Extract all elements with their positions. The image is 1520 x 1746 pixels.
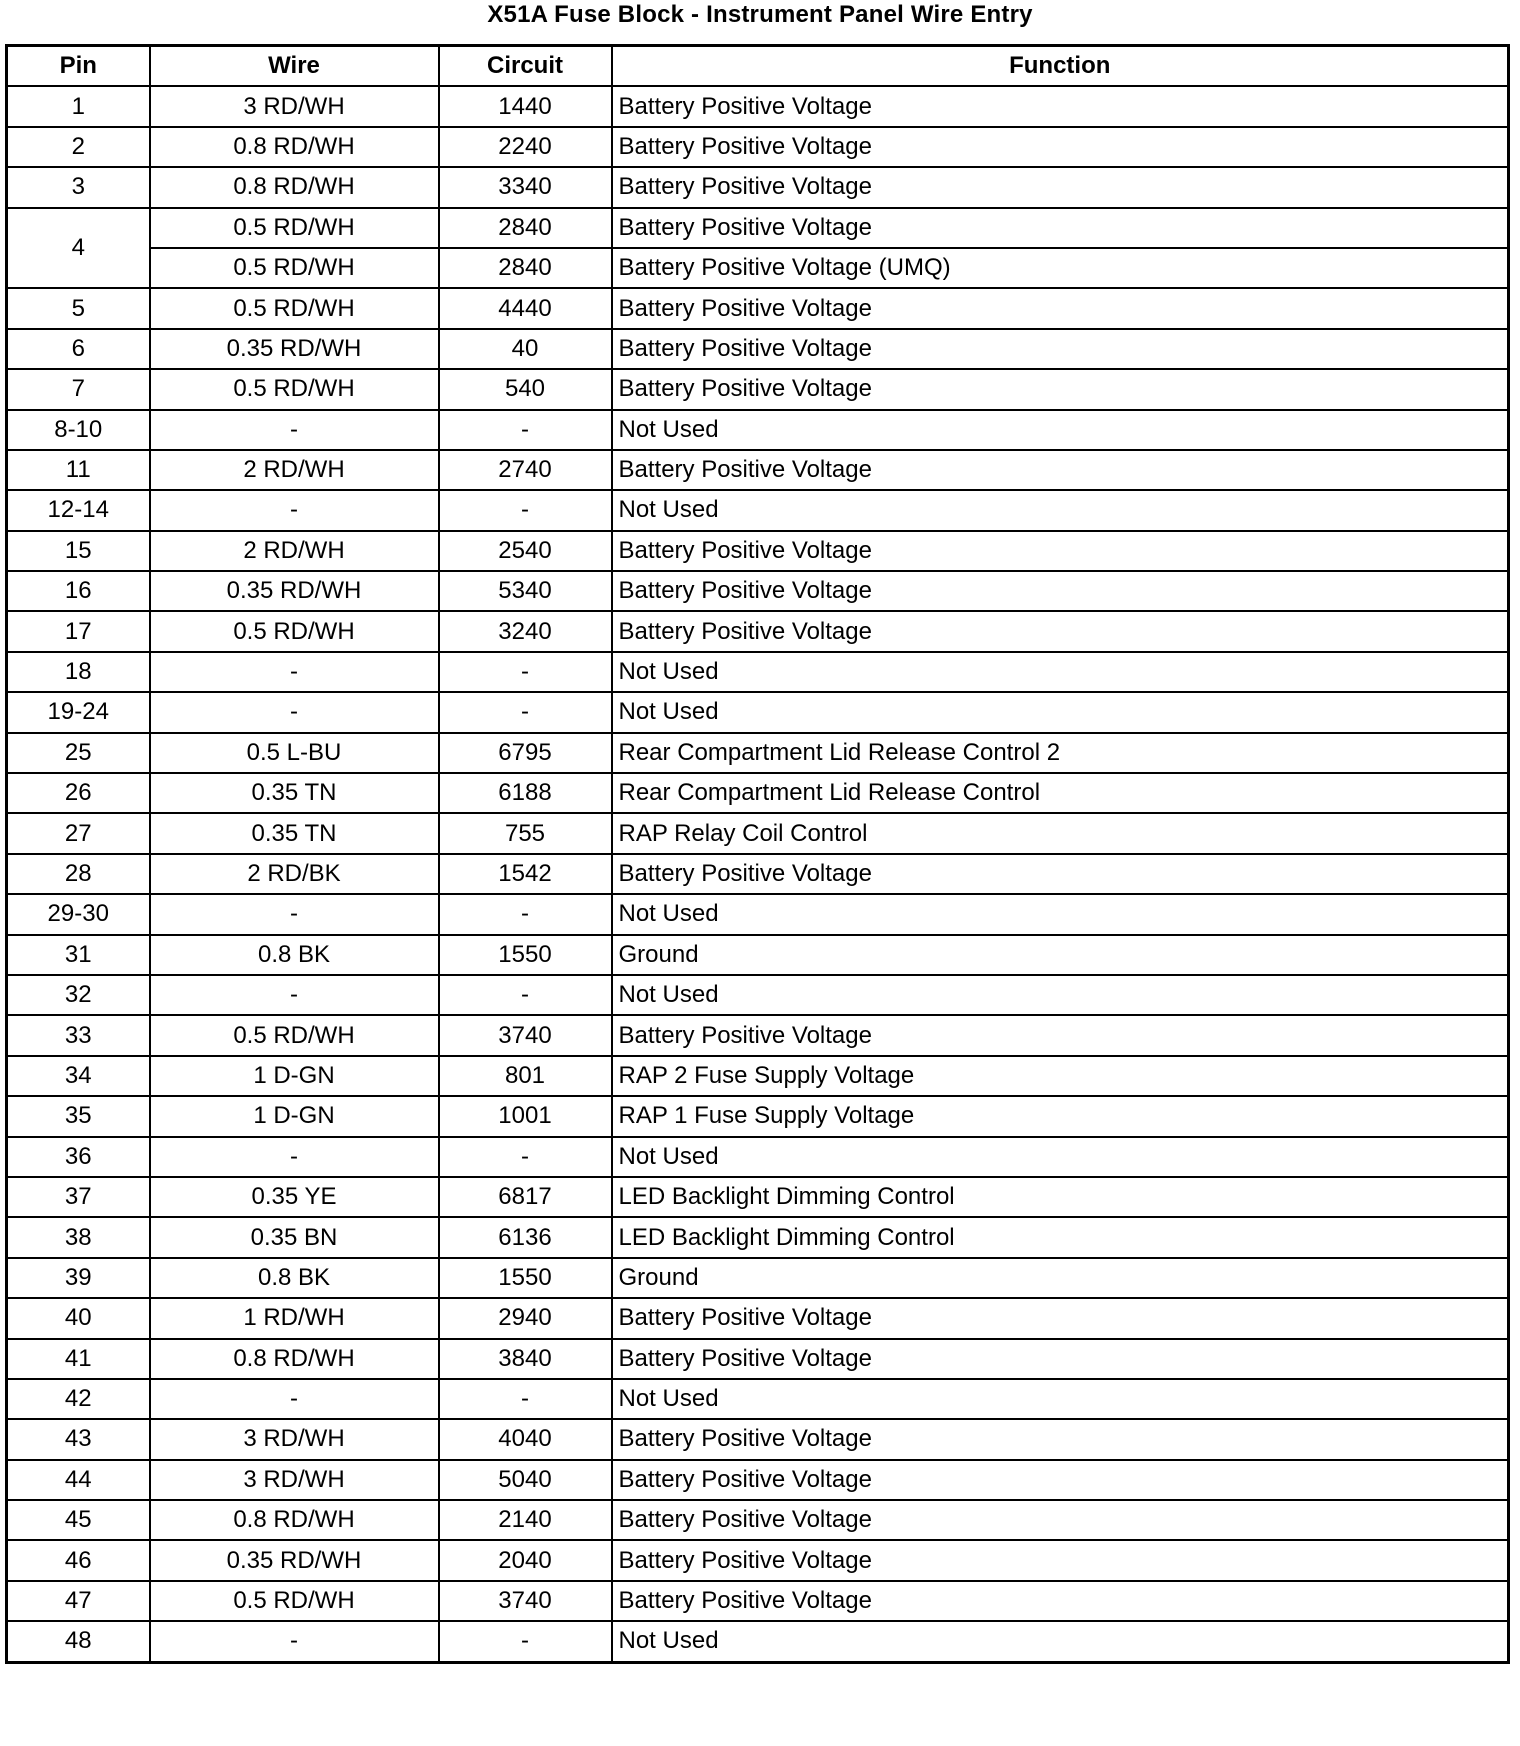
wire-cell: 3 RD/WH — [150, 86, 439, 126]
function-cell: Battery Positive Voltage — [612, 127, 1509, 167]
table-row — [7, 813, 1509, 853]
wire-cell: 0.35 YE — [150, 1177, 439, 1217]
circuit-cell: 2840 — [439, 248, 612, 288]
pin-cell: 43 — [7, 1419, 150, 1459]
table-row — [7, 1056, 1509, 1096]
pin-cell: 36 — [7, 1137, 150, 1177]
pin-cell: 7 — [7, 369, 150, 409]
table-row — [7, 86, 1509, 126]
pin-cell: 38 — [7, 1217, 150, 1257]
wire-cell: 2 RD/WH — [150, 450, 439, 490]
circuit-cell: 801 — [439, 1056, 612, 1096]
wire-cell: 0.8 RD/WH — [150, 1339, 439, 1379]
circuit-cell: - — [439, 410, 612, 450]
pin-cell: 29-30 — [7, 894, 150, 934]
function-cell: Not Used — [612, 1621, 1509, 1662]
circuit-cell: 2040 — [439, 1540, 612, 1580]
table-row — [7, 490, 1509, 530]
function-cell: Not Used — [612, 410, 1509, 450]
pin-cell: 11 — [7, 450, 150, 490]
table-row — [7, 1015, 1509, 1055]
wire-cell: 0.5 RD/WH — [150, 288, 439, 328]
pin-cell: 47 — [7, 1581, 150, 1621]
pin-cell: 35 — [7, 1096, 150, 1136]
table-row — [7, 1419, 1509, 1459]
function-cell: LED Backlight Dimming Control — [612, 1217, 1509, 1257]
wire-cell: 1 D-GN — [150, 1056, 439, 1096]
wire-cell: - — [150, 692, 439, 732]
wire-cell: 3 RD/WH — [150, 1419, 439, 1459]
table-row — [7, 450, 1509, 490]
function-cell: RAP 1 Fuse Supply Voltage — [612, 1096, 1509, 1136]
circuit-cell: - — [439, 692, 612, 732]
table-row — [7, 329, 1509, 369]
circuit-cell: 2240 — [439, 127, 612, 167]
pin-cell: 3 — [7, 167, 150, 207]
function-cell: Not Used — [612, 1379, 1509, 1419]
table-row — [7, 854, 1509, 894]
wire-cell: 0.8 BK — [150, 935, 439, 975]
circuit-cell: 40 — [439, 329, 612, 369]
wire-cell: - — [150, 1137, 439, 1177]
function-cell: Battery Positive Voltage — [612, 611, 1509, 651]
table-row — [7, 1217, 1509, 1257]
wire-cell: - — [150, 490, 439, 530]
wire-cell: 0.5 RD/WH — [150, 369, 439, 409]
function-cell: Not Used — [612, 1137, 1509, 1177]
function-cell: Battery Positive Voltage — [612, 288, 1509, 328]
circuit-cell: - — [439, 975, 612, 1015]
pinout-rows — [7, 86, 1509, 1662]
pin-cell: 41 — [7, 1339, 150, 1379]
circuit-cell: - — [439, 1137, 612, 1177]
wire-cell: 0.8 BK — [150, 1258, 439, 1298]
function-cell: Battery Positive Voltage — [612, 329, 1509, 369]
table-row — [7, 935, 1509, 975]
table-row — [7, 208, 1509, 248]
function-cell: Not Used — [612, 692, 1509, 732]
circuit-cell: 2740 — [439, 450, 612, 490]
pin-cell: 19-24 — [7, 692, 150, 732]
table-row — [7, 1500, 1509, 1540]
circuit-cell: 2540 — [439, 531, 612, 571]
function-cell: Battery Positive Voltage — [612, 86, 1509, 126]
circuit-cell: 3840 — [439, 1339, 612, 1379]
table-row — [7, 248, 1509, 288]
wire-cell: 1 RD/WH — [150, 1298, 439, 1338]
table-row — [7, 975, 1509, 1015]
function-cell: LED Backlight Dimming Control — [612, 1177, 1509, 1217]
function-cell: Battery Positive Voltage — [612, 1540, 1509, 1580]
pin-cell: 37 — [7, 1177, 150, 1217]
pin-cell: 42 — [7, 1379, 150, 1419]
circuit-cell: - — [439, 1379, 612, 1419]
pin-cell: 17 — [7, 611, 150, 651]
wire-cell: 0.8 RD/WH — [150, 1500, 439, 1540]
pin-cell: 34 — [7, 1056, 150, 1096]
circuit-cell: 4040 — [439, 1419, 612, 1459]
wire-cell: - — [150, 1621, 439, 1662]
wire-cell: 0.35 RD/WH — [150, 1540, 439, 1580]
pin-cell: 45 — [7, 1500, 150, 1540]
function-cell: Battery Positive Voltage — [612, 450, 1509, 490]
table-row — [7, 167, 1509, 207]
pin-cell: 31 — [7, 935, 150, 975]
table-row — [7, 1581, 1509, 1621]
pin-cell: 2 — [7, 127, 150, 167]
wire-cell: 0.5 L-BU — [150, 733, 439, 773]
circuit-cell: 6817 — [439, 1177, 612, 1217]
function-cell: Battery Positive Voltage — [612, 854, 1509, 894]
table-row — [7, 773, 1509, 813]
function-cell: Rear Compartment Lid Release Control — [612, 773, 1509, 813]
table-row — [7, 1460, 1509, 1500]
wire-cell: 0.5 RD/WH — [150, 208, 439, 248]
function-cell: Battery Positive Voltage — [612, 531, 1509, 571]
function-column-header: Function — [612, 46, 1509, 87]
table-row — [7, 127, 1509, 167]
wire-cell: 0.8 RD/WH — [150, 167, 439, 207]
table-row — [7, 571, 1509, 611]
circuit-cell: 6136 — [439, 1217, 612, 1257]
pin-cell: 16 — [7, 571, 150, 611]
wire-cell: 0.5 RD/WH — [150, 1015, 439, 1055]
function-cell: Rear Compartment Lid Release Control 2 — [612, 733, 1509, 773]
function-cell: Ground — [612, 1258, 1509, 1298]
function-cell: Not Used — [612, 894, 1509, 934]
circuit-cell: 1440 — [439, 86, 612, 126]
table-row — [7, 1379, 1509, 1419]
pinout-table — [5, 44, 1510, 1664]
table-row — [7, 531, 1509, 571]
pin-cell: 8-10 — [7, 410, 150, 450]
pin-cell: 44 — [7, 1460, 150, 1500]
pin-cell: 26 — [7, 773, 150, 813]
pin-cell: 4 — [7, 208, 150, 289]
pin-cell: 25 — [7, 733, 150, 773]
pin-cell: 18 — [7, 652, 150, 692]
circuit-column-header: Circuit — [439, 46, 612, 87]
function-cell: Battery Positive Voltage — [612, 1500, 1509, 1540]
circuit-cell: 4440 — [439, 288, 612, 328]
function-cell: RAP 2 Fuse Supply Voltage — [612, 1056, 1509, 1096]
wire-column-header: Wire — [150, 46, 439, 87]
circuit-cell: 1001 — [439, 1096, 612, 1136]
pin-cell: 40 — [7, 1298, 150, 1338]
wire-cell: - — [150, 1379, 439, 1419]
circuit-cell: 5040 — [439, 1460, 612, 1500]
wire-cell: - — [150, 975, 439, 1015]
circuit-cell: 2940 — [439, 1298, 612, 1338]
table-row — [7, 369, 1509, 409]
wire-cell: 0.35 TN — [150, 773, 439, 813]
wire-cell: 3 RD/WH — [150, 1460, 439, 1500]
table-row — [7, 1177, 1509, 1217]
table-row — [7, 1137, 1509, 1177]
table-row — [7, 1096, 1509, 1136]
table-row — [7, 692, 1509, 732]
circuit-cell: - — [439, 652, 612, 692]
wire-cell: - — [150, 894, 439, 934]
pin-cell: 5 — [7, 288, 150, 328]
table-row — [7, 1339, 1509, 1379]
pin-cell: 32 — [7, 975, 150, 1015]
wire-cell: 0.5 RD/WH — [150, 1581, 439, 1621]
function-cell: Battery Positive Voltage — [612, 1581, 1509, 1621]
table-row — [7, 652, 1509, 692]
function-cell: Not Used — [612, 652, 1509, 692]
wire-cell: 2 RD/WH — [150, 531, 439, 571]
circuit-cell: - — [439, 490, 612, 530]
table-row — [7, 1540, 1509, 1580]
wire-cell: - — [150, 652, 439, 692]
pin-cell: 27 — [7, 813, 150, 853]
pin-cell: 15 — [7, 531, 150, 571]
function-cell: Battery Positive Voltage — [612, 208, 1509, 248]
pin-cell: 1 — [7, 86, 150, 126]
pin-cell: 33 — [7, 1015, 150, 1055]
circuit-cell: 1550 — [439, 1258, 612, 1298]
circuit-cell: 5340 — [439, 571, 612, 611]
function-cell: Not Used — [612, 975, 1509, 1015]
pin-cell: 39 — [7, 1258, 150, 1298]
circuit-cell: 2840 — [439, 208, 612, 248]
circuit-cell: 6795 — [439, 733, 612, 773]
wire-cell: 2 RD/BK — [150, 854, 439, 894]
header-row — [7, 46, 1509, 87]
table-row — [7, 894, 1509, 934]
circuit-cell: 2140 — [439, 1500, 612, 1540]
circuit-cell: 3240 — [439, 611, 612, 651]
table-title: X51A Fuse Block - Instrument Panel Wire Entry — [487, 1, 1033, 28]
pin-column-header: Pin — [7, 46, 150, 87]
pin-cell: 46 — [7, 1540, 150, 1580]
table-row — [7, 288, 1509, 328]
function-cell: RAP Relay Coil Control — [612, 813, 1509, 853]
table-row — [7, 1258, 1509, 1298]
circuit-cell: 3340 — [439, 167, 612, 207]
function-cell: Battery Positive Voltage (UMQ) — [612, 248, 1509, 288]
pin-cell: 6 — [7, 329, 150, 369]
circuit-cell: 1542 — [439, 854, 612, 894]
pin-cell: 12-14 — [7, 490, 150, 530]
table-row — [7, 410, 1509, 450]
function-cell: Battery Positive Voltage — [612, 1015, 1509, 1055]
circuit-cell: 755 — [439, 813, 612, 853]
circuit-cell: 6188 — [439, 773, 612, 813]
table-row — [7, 1298, 1509, 1338]
circuit-cell: - — [439, 1621, 612, 1662]
function-cell: Battery Positive Voltage — [612, 1460, 1509, 1500]
function-cell: Battery Positive Voltage — [612, 1339, 1509, 1379]
wire-cell: 1 D-GN — [150, 1096, 439, 1136]
table-row — [7, 611, 1509, 651]
function-cell: Battery Positive Voltage — [612, 1419, 1509, 1459]
circuit-cell: - — [439, 894, 612, 934]
function-cell: Ground — [612, 935, 1509, 975]
wire-cell: 0.35 BN — [150, 1217, 439, 1257]
pin-cell: 48 — [7, 1621, 150, 1662]
circuit-cell: 3740 — [439, 1581, 612, 1621]
wire-cell: - — [150, 410, 439, 450]
wire-cell: 0.8 RD/WH — [150, 127, 439, 167]
function-cell: Not Used — [612, 490, 1509, 530]
wire-cell: 0.35 TN — [150, 813, 439, 853]
table-row — [7, 733, 1509, 773]
pin-cell: 28 — [7, 854, 150, 894]
function-cell: Battery Positive Voltage — [612, 369, 1509, 409]
wire-cell: 0.5 RD/WH — [150, 248, 439, 288]
table-row — [7, 1621, 1509, 1662]
circuit-cell: 1550 — [439, 935, 612, 975]
circuit-cell: 3740 — [439, 1015, 612, 1055]
function-cell: Battery Positive Voltage — [612, 167, 1509, 207]
function-cell: Battery Positive Voltage — [612, 571, 1509, 611]
wire-cell: 0.5 RD/WH — [150, 611, 439, 651]
wire-cell: 0.35 RD/WH — [150, 571, 439, 611]
circuit-cell: 540 — [439, 369, 612, 409]
function-cell: Battery Positive Voltage — [612, 1298, 1509, 1338]
wire-cell: 0.35 RD/WH — [150, 329, 439, 369]
